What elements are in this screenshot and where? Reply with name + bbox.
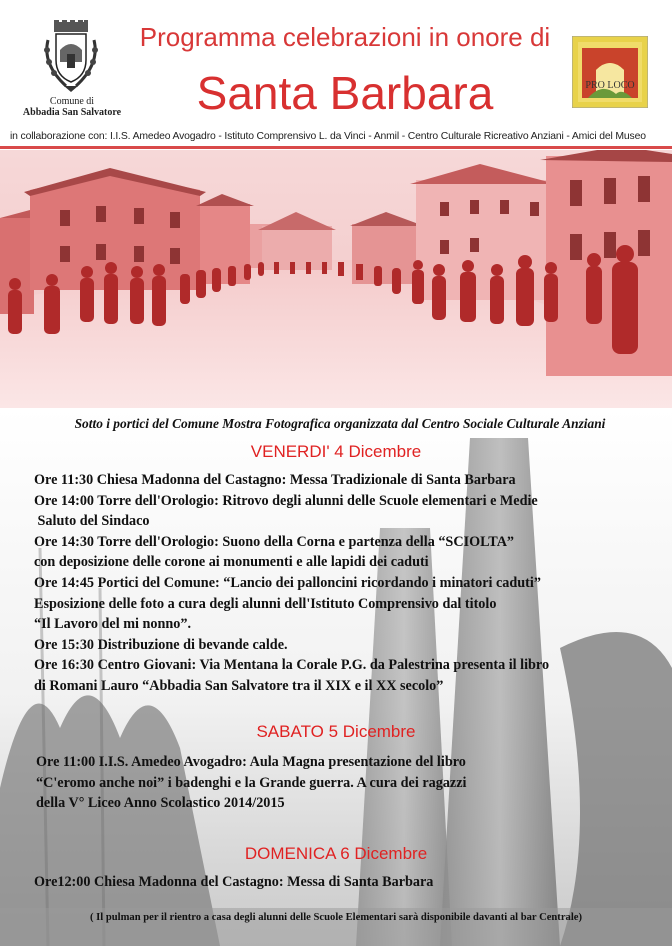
schedule-line: Esposizione delle foto a cura degli alunni dell'Istituto Comprensivo dal titolo [34, 595, 497, 612]
exhibition-note: Sotto i portici del Comune Mostra Fotografica organizzata dal Centro Sociale Culturale Anziani [74, 416, 606, 431]
schedule-line: Ore 14:45 Portici del Comune: “Lancio dei palloncini ricordando i minatori caduti” [34, 574, 541, 591]
schedule-line: “C'eromo anche noi” i badenghi e la Grande guerra. A cura dei ragazzi [36, 774, 467, 791]
schedule-line: Ore12:00 Chiesa Madonna del Castagno: Messa di Santa Barbara [34, 874, 434, 890]
schedule-line: della V° Liceo Anno Scolastico 2014/2015 [36, 795, 285, 812]
day-heading-friday: VENERDI' 4 Dicembre [250, 442, 422, 461]
friday-schedule [34, 470, 672, 697]
comune-caption [14, 96, 130, 118]
schedule-line: Ore 14:00 Torre dell'Orologio: Ritrovo degli alunni delle Scuole elementari e Medie [34, 492, 538, 509]
comune-caption-line: Comune di [49, 96, 95, 107]
schedule-line: Saluto del Sindaco [34, 513, 150, 530]
program-section [0, 408, 672, 946]
comune-caption-line: Abbadia San Salvatore [22, 107, 122, 118]
title-top: Programma celebrazioni in onore di [139, 22, 551, 52]
schedule-line: Ore 14:30 Torre dell'Orologio: Suono della Corna e partenza della “SCIOLTA” [34, 533, 515, 550]
program-content [0, 408, 672, 946]
schedule-line: Ore 15:30 Distribuzione di bevande calde. [34, 636, 288, 653]
header [0, 0, 672, 148]
comune-crest-icon [40, 20, 102, 96]
divider [0, 146, 672, 149]
schedule-line: con deposizione delle corone ai monumenti e alle lapidi dei caduti [34, 554, 429, 571]
sunday-schedule [34, 872, 672, 893]
collaboration-line: in collaborazione con: I.I.S. Amedeo Avogadro - Istituto Comprensivo L. da Vinci - Anmil - Centro Culturale Ricreativo Anziani - Amici del Museo [10, 131, 646, 142]
day-heading-sunday: DOMENICA 6 Dicembre [244, 844, 428, 863]
bus-note: ( Il pulman per il rientro a casa degli alunni delle Scuole Elementari sarà disponibile davanti al bar Centrale) [89, 912, 583, 923]
historical-photo [0, 150, 672, 408]
schedule-line: Ore 16:30 Centro Giovani: Via Mentana la Corale P.G. da Palestrina presenta il libro [34, 657, 550, 674]
schedule-line: di Romani Lauro “Abbadia San Salvatore tra il XIX e il XX secolo” [34, 677, 444, 694]
schedule-line: Ore 11:30 Chiesa Madonna del Castagno: Messa Tradizionale di Santa Barbara [34, 472, 516, 488]
schedule-line: Ore 11:00 I.I.S. Amedeo Avogadro: Aula Magna presentazione del libro [36, 754, 466, 770]
title-main: Santa Barbara [196, 67, 494, 119]
proloco-logo-icon [572, 36, 648, 108]
saturday-schedule [36, 752, 672, 814]
proloco-label: PRO LOCO [585, 80, 635, 91]
day-heading-saturday: SABATO 5 Dicembre [256, 722, 416, 741]
schedule-line: “Il Lavoro del mi nonno”. [34, 616, 192, 633]
